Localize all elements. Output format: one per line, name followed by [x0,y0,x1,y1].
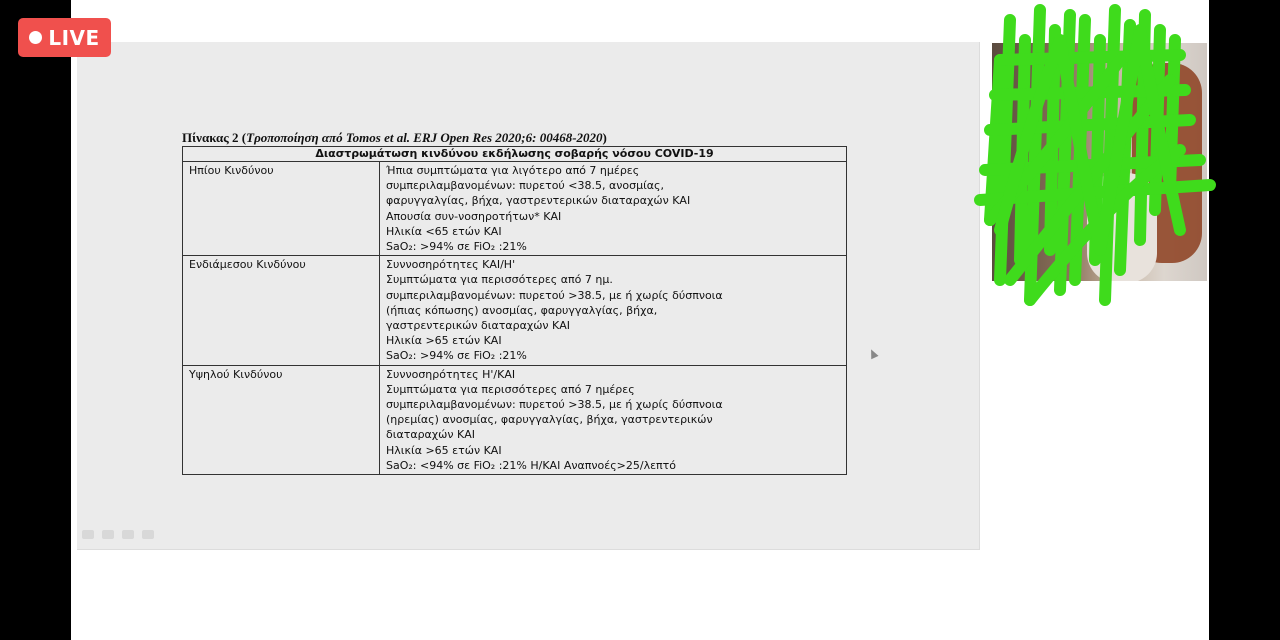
risk-criteria-cell [380,256,847,365]
live-badge [18,18,111,57]
risk-category-cell: Υψηλού Κινδύνου [183,365,380,474]
slide-controls[interactable] [82,530,154,539]
criteria-line: Ηλικία >65 ετών ΚΑΙ [386,443,502,457]
risk-category-cell: Ηπίου Κινδύνου [183,162,380,256]
criteria-line: Ηλικία <65 ετών ΚΑΙ [386,224,502,238]
criteria-line: Ηλικία >65 ετών ΚΑΙ [386,334,502,348]
table-header: Διαστρωμάτωση κινδύνου εκδήλωσης σοβαρής νόσου COVID-19 [183,147,847,162]
table-row [183,162,847,256]
table-caption [182,130,607,146]
criteria-line: Συννοσηρότητες ΚΑΙ/Η' [386,258,516,272]
table-body [183,162,847,475]
criteria-line: Ήπια συμπτώματα για λιγότερο από 7 ημέρες [386,164,640,177]
criteria-line: Συμπτώματα για περισσότερες από 7 ημ. [386,273,613,287]
risk-stratification-table [182,146,847,475]
risk-category-cell: Ενδιάμεσου Κινδύνου [183,256,380,365]
menu-icon[interactable] [122,530,134,539]
criteria-line: (ηρεμίας) ανοσμίας, φαρυγγαλγίας, βήχα, γαστρεντερικών [386,413,713,427]
caption-suffix: ) [602,130,607,145]
criteria-line: (ήπιας κόπωσης) ανοσμίας, φαρυγγαλγίας, βήχα, [386,303,658,317]
pen-icon[interactable] [102,530,114,539]
table-header-row [183,147,847,162]
criteria-line: Απουσία συν-νοσηροτήτων* ΚΑΙ [386,209,562,223]
caption-citation: Τροποποίηση από Tomos et al. ERJ Open Res 2020;6: 00468-2020 [246,130,603,145]
criteria-line: διαταραχών ΚΑΙ [386,428,475,442]
criteria-line: συμπεριλαμβανομένων: πυρετού <38.5, ανοσμίας, [386,179,665,193]
arrow-right-icon[interactable] [142,530,154,539]
criteria-line: συμπεριλαμβανομένων: πυρετού >38.5, με ή χωρίς δύσπνοια [386,398,723,412]
table-row [183,256,847,365]
criteria-line: Συννοσηρότητες Η'/ΚΑΙ [386,367,516,381]
green-scribble-annotation [970,0,1230,320]
criteria-line: SaO₂: >94% σε FiO₂ :21% [386,349,527,363]
risk-criteria-cell [380,365,847,474]
criteria-line: γαστρεντερικών διαταραχών ΚΑΙ [386,319,571,333]
criteria-line: φαρυγγαλγίας, βήχα, γαστρεντερικών διαταραχών ΚΑΙ [386,194,691,208]
criteria-line: SaO₂: <94% σε FiO₂ :21% Η/ΚΑΙ Αναπνοές>25/λεπτό [386,458,676,472]
arrow-left-icon[interactable] [82,530,94,539]
criteria-line: Συμπτώματα για περισσότερες από 7 ημέρες [386,382,635,396]
live-label: LIVE [48,25,100,50]
record-dot-icon [29,31,42,44]
criteria-line: SaO₂: >94% σε FiO₂ :21% [386,240,527,254]
table-row [183,365,847,474]
criteria-line: συμπεριλαμβανομένων: πυρετού >38.5, με ή χωρίς δύσπνοια [386,288,723,302]
risk-criteria-cell [380,162,847,256]
caption-prefix: Πίνακας 2 ( [182,130,247,145]
